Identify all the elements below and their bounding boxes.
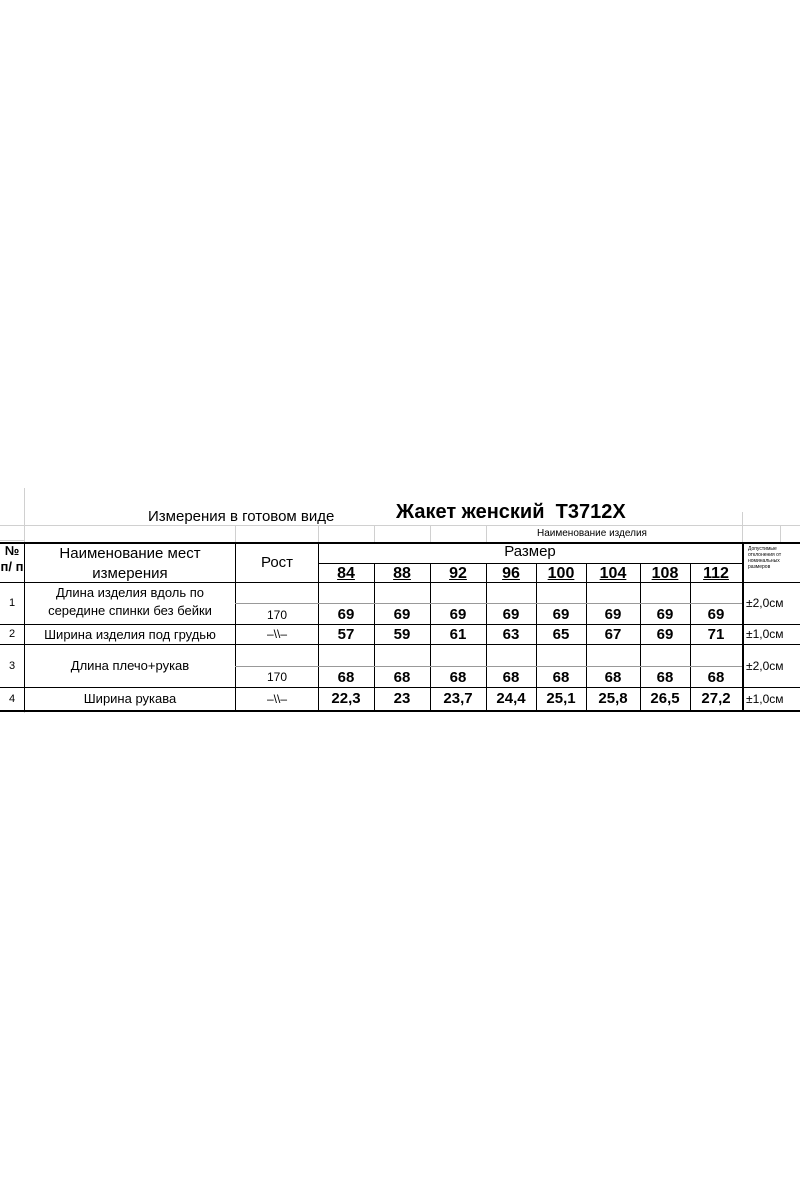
gridline: [780, 526, 781, 542]
column-header-size-group: Размер: [504, 543, 556, 560]
row-number: 2: [8, 628, 16, 640]
size-value: 68: [656, 669, 674, 686]
size-value: 59: [393, 626, 411, 643]
size-value: 25,1: [546, 690, 576, 707]
product-subcaption: Наименование изделия: [537, 528, 647, 539]
table-border: [318, 563, 742, 564]
measurement-name: Ширина рукава: [83, 691, 177, 706]
size-value: 25,8: [598, 690, 628, 707]
row-number: 1: [8, 597, 16, 609]
size-value: 61: [449, 626, 467, 643]
size-header-88: 88: [393, 565, 411, 582]
product-title: Жакет женский Т3712Х: [396, 501, 626, 523]
size-value: 69: [656, 626, 674, 643]
height-value: –\\–: [266, 692, 287, 706]
gridline: [374, 526, 375, 542]
measurement-name: Длина изделия вдоль по: [55, 585, 205, 600]
size-value: 24,4: [496, 690, 526, 707]
size-value: 69: [337, 605, 355, 623]
height-value: –\\–: [266, 627, 287, 641]
height-value: 170: [266, 607, 288, 622]
gridline: [318, 526, 319, 542]
size-header-100: 100: [547, 565, 575, 582]
column-header-tolerance: Допустимые отклонения от номинальных размеров: [748, 546, 782, 570]
column-header-height: Рост: [260, 554, 294, 571]
gridline: [486, 526, 487, 542]
size-value: 68: [337, 669, 355, 686]
size-value: 67: [604, 626, 622, 643]
size-value: 65: [552, 626, 570, 643]
size-value: 71: [707, 626, 725, 643]
measurement-name: Ширина изделия под грудью: [44, 627, 216, 642]
size-header-92: 92: [449, 565, 467, 582]
size-value: 22,3: [331, 690, 361, 707]
size-value: 23,7: [443, 690, 473, 707]
size-value: 69: [449, 605, 467, 623]
size-value: 26,5: [650, 690, 680, 707]
height-value: 170: [266, 670, 288, 684]
size-value: 69: [552, 605, 570, 623]
size-header-112: 112: [703, 565, 729, 582]
size-value: 69: [656, 605, 674, 623]
measurement-sheet: [0, 488, 800, 713]
size-value: 68: [552, 669, 570, 686]
gridline: [0, 525, 800, 526]
size-header-108: 108: [651, 565, 679, 582]
size-value: 69: [502, 605, 520, 623]
size-header-84: 84: [337, 565, 355, 582]
size-value: 57: [337, 626, 355, 643]
column-header-num: № п/ п: [0, 543, 24, 574]
size-value: 23: [393, 690, 411, 707]
gridline: [0, 540, 24, 541]
size-value: 68: [707, 669, 725, 686]
tolerance-value: ±1,0см: [746, 627, 784, 641]
measurement-name-cont: середине спинки без бейки: [48, 603, 212, 618]
column-header-name: Наименование мест измерения: [59, 545, 201, 582]
table-border: [0, 710, 800, 712]
size-header-96: 96: [502, 565, 520, 582]
measurement-name: Длина плечо+рукав: [70, 658, 190, 673]
size-header-104: 104: [599, 565, 627, 582]
size-value: 68: [502, 669, 520, 686]
row-number: 4: [8, 693, 16, 705]
gridline: [430, 526, 431, 542]
size-value: 68: [393, 669, 411, 686]
size-value: 63: [502, 626, 520, 643]
tolerance-value: ±2,0см: [746, 659, 784, 673]
size-value: 27,2: [701, 690, 731, 707]
gridline: [742, 512, 743, 542]
size-value: 68: [604, 669, 622, 686]
gridline: [235, 526, 236, 542]
size-value: 69: [707, 605, 725, 623]
sheet-caption: Измерения в готовом виде: [148, 508, 335, 525]
tolerance-value: ±1,0см: [746, 692, 784, 706]
tolerance-value: ±2,0см: [746, 596, 784, 610]
row-number: 3: [8, 660, 16, 672]
size-value: 69: [604, 605, 622, 623]
size-value: 69: [393, 605, 411, 623]
size-value: 68: [449, 669, 467, 686]
